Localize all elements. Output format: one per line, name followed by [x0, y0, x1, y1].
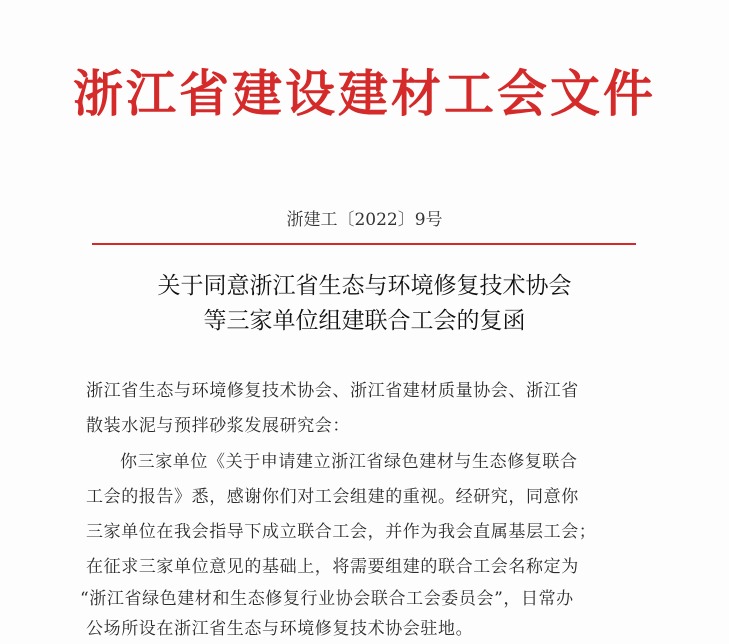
body-paragraph-line: “浙江省绿色建材和生态修复行业协会联合工会委员会”，日常办 [80, 589, 574, 609]
document-title-line-1: 关于同意浙江省生态与环境修复技术协会 [157, 273, 572, 299]
body-paragraph-line: 在征求三家单位意见的基础上，将需要组建的联合工会名称定为 [86, 557, 579, 577]
recipients-line-2: 散装水泥与预拌砂浆发展研究会： [86, 416, 350, 436]
document-title-line-2: 等三家单位组建联合工会的复函 [203, 308, 526, 334]
document-header-title: 浙江省建设建材工会文件 [73, 65, 656, 123]
red-divider-rule [92, 243, 636, 245]
body-paragraph-line: 你三家单位《关于申请建立浙江省绿色建材与生态修复联合 [120, 452, 578, 472]
body-paragraph-line: 公场所设在浙江省生态与环境修复技术协会驻地。 [86, 619, 474, 639]
body-paragraph-line: 工会的报告》悉，感谢你们对工会组建的重视。经研究，同意你 [86, 487, 579, 507]
document-number: 浙建工〔2022〕9号 [286, 210, 443, 230]
body-paragraph-line: 三家单位在我会指导下成立联合工会，并作为我会直属基层工会； [86, 522, 597, 542]
recipients-line-1: 浙江省生态与环境修复技术协会、浙江省建材质量协会、浙江省 [86, 381, 579, 401]
